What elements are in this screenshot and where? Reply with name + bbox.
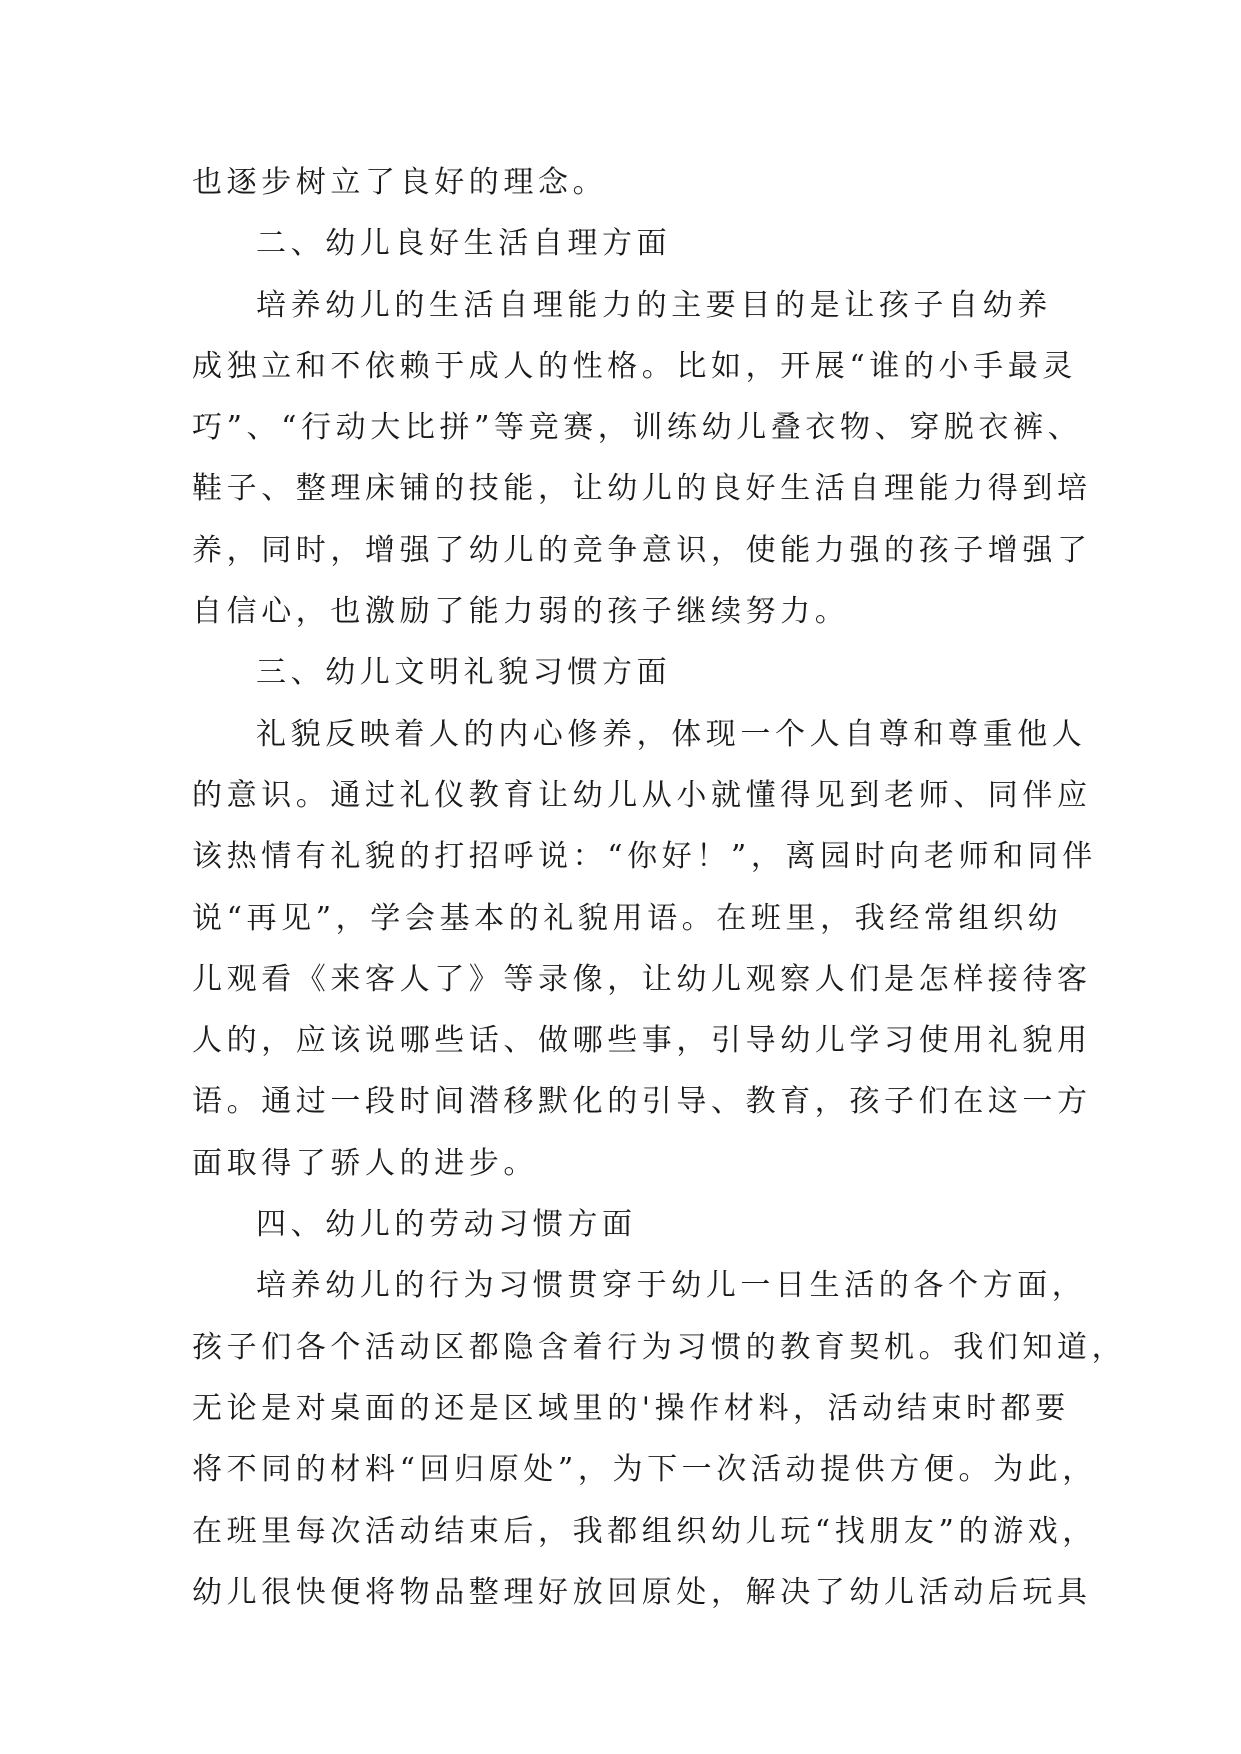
paragraph-line: 自信心，也激励了能力弱的孩子继续努力。 [192, 594, 850, 630]
paragraph-line: 鞋子、整理床铺的技能，让幼儿的良好生活自理能力得到培 [192, 471, 1092, 507]
section-heading-2: 二、幼儿良好生活自理方面 [256, 226, 672, 262]
paragraph-line: 语。通过一段时间潜移默化的引导、教育，孩子们在这一方 [192, 1084, 1092, 1120]
paragraph-line: 培养幼儿的行为习惯贯穿于幼儿一日生活的各个方面， [256, 1268, 1087, 1304]
section-heading-3: 三、幼儿文明礼貌习惯方面 [256, 655, 672, 691]
paragraph-line: 儿观看《来客人了》等录像，让幼儿观察人们是怎样接待客 [192, 961, 1092, 997]
paragraph-line: 在班里每次活动结束后，我都组织幼儿玩“找朋友”的游戏， [192, 1513, 1097, 1549]
paragraph-line: 培养幼儿的生活自理能力的主要目的是让孩子自幼养 [256, 287, 1052, 323]
paragraph-line: 将不同的材料“回归原处”，为下一次活动提供方便。为此， [192, 1452, 1097, 1488]
paragraph-line: 幼儿很快便将物品整理好放回原处，解决了幼儿活动后玩具 [192, 1574, 1092, 1610]
paragraph-line: 也逐步树立了良好的理念。 [192, 165, 608, 200]
paragraph-line: 面取得了骄人的进步。 [192, 1145, 538, 1181]
paragraph-line: 孩子们各个活动区都隐含着行为习惯的教育契机。我们知道， [192, 1329, 1127, 1365]
paragraph-line: 礼貌反映着人的内心修养，体现一个人自尊和尊重他人 [256, 716, 1087, 752]
document-body [192, 152, 1127, 1623]
paragraph-line: 的意识。通过礼仪教育让幼儿从小就懂得见到老师、同伴应 [192, 777, 1092, 813]
paragraph-line: 说“再见”，学会基本的礼貌用语。在班里，我经常组织幼 [192, 900, 1063, 936]
paragraph-line: 养，同时，增强了幼儿的竞争意识，使能力强的孩子增强了 [192, 532, 1092, 568]
paragraph-line: 该热情有礼貌的打招呼说：“你好！”，离园时向老师和同伴 [192, 839, 1097, 875]
paragraph-line: 巧”、“行动大比拼”等竞赛，训练幼儿叠衣物、穿脱衣裤、 [192, 410, 1083, 446]
paragraph-line: 无论是对桌面的还是区域里的'操作材料，活动结束时都要 [192, 1390, 1070, 1426]
paragraph-line: 成独立和不依赖于成人的性格。比如，开展“谁的小手最灵 [192, 348, 1077, 384]
section-heading-4: 四、幼儿的劳动习惯方面 [256, 1207, 637, 1243]
paragraph-line: 人的，应该说哪些话、做哪些事，引导幼儿学习使用礼貌用 [192, 1023, 1092, 1059]
